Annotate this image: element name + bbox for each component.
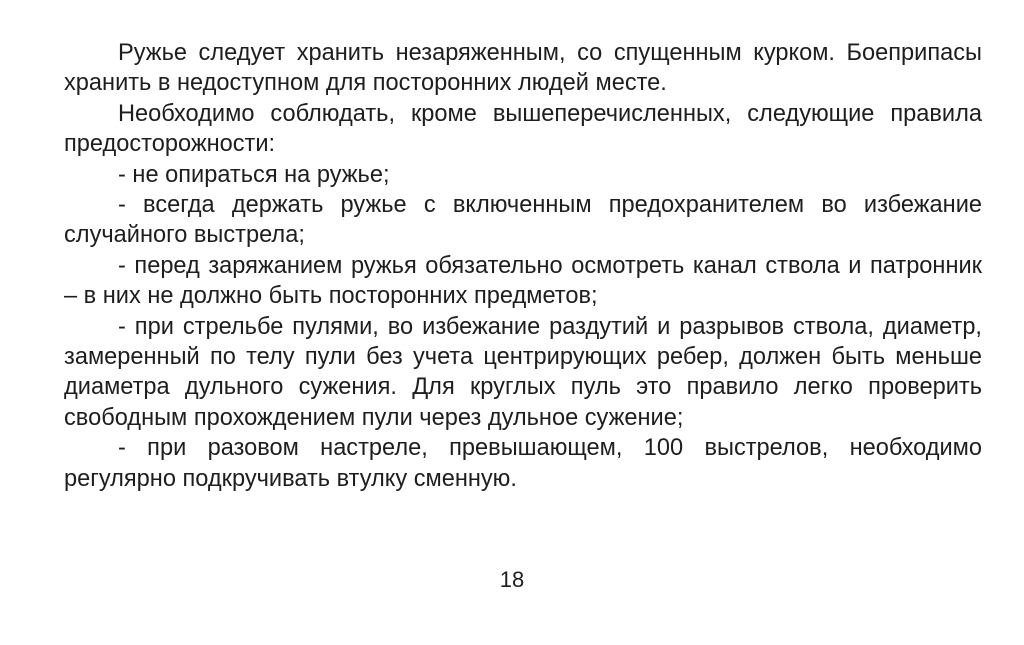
paragraph-rules-intro: Необходимо соблюдать, кроме вышеперечисленных, следующие правила предосторожности: bbox=[64, 100, 982, 158]
rule-item-safety-on: - всегда держать ружье с включенным предохранителем во избежание случайного выстрела; bbox=[64, 192, 982, 249]
rule-item-bullet-diameter: - при стрельбе пулями, во избежание раздутий и разрывов ствола, диаметр, замеренный по телу пули без учета центрирующих ребер, должен быть меньше диаметра дульного сужения. Для круглых пуль это правило легко проверить свободным прохождением пули через дульное сужение; bbox=[64, 313, 982, 431]
body-text bbox=[64, 38, 982, 494]
rule-item-no-leaning: - не опираться на ружье; bbox=[118, 161, 390, 188]
rule-item-tighten-sleeve: - при разовом настреле, превышающем, 100 выстрелов, необходимо регулярно подкручивать втулку сменную. bbox=[64, 435, 982, 492]
rule-item-inspect-barrel: - перед заряжанием ружья обязательно осмотреть канал ствола и патронник – в них не должно быть посторонних предметов; bbox=[64, 252, 982, 310]
page-number: 18 bbox=[499, 567, 525, 592]
paragraph-storage: Ружье следует хранить незаряженным, со спущенным курком. Боеприпасы хранить в недоступном для посторонних людей месте. bbox=[64, 40, 982, 97]
